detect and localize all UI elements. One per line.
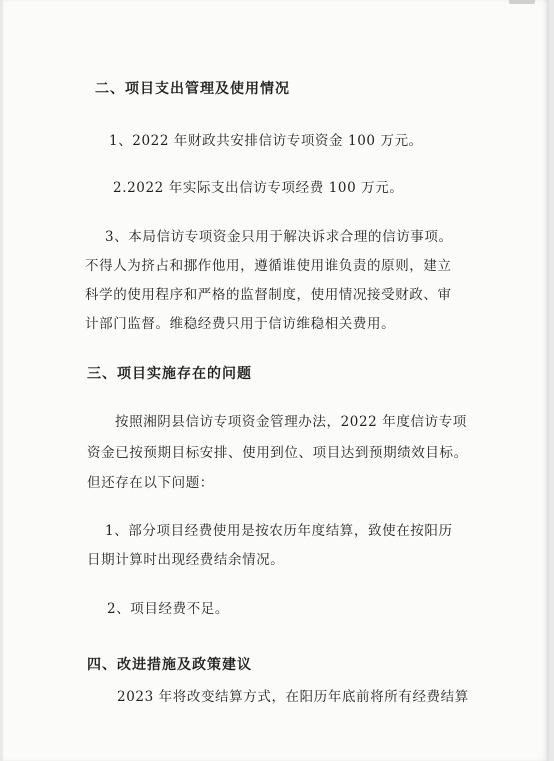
paragraph: 但还存在以下问题： [87, 475, 214, 491]
section-4-heading: 四、改进措施及政策建议 [87, 657, 252, 673]
list-item: 日期计算时出现经费结余情况。 [87, 552, 285, 568]
paragraph: 资金已按预期目标安排、使用到位、项目达到预期绩效目标。 [87, 445, 468, 461]
section-3-heading: 三、项目实施存在的问题 [87, 366, 252, 382]
paragraph: 科学的使用程序和严格的监督制度，使用情况接受财政、审 [85, 287, 452, 303]
section-2-heading: 二、项目支出管理及使用情况 [95, 81, 290, 97]
paragraph: 计部门监督。维稳经费只用于信访维稳相关费用。 [85, 316, 396, 332]
document-page [3, 0, 549, 761]
paragraph: 2.2022 年实际支出信访专项经费 100 万元。 [113, 180, 404, 196]
paragraph: 不得人为挤占和挪作他用，遵循谁使用谁负责的原则，建立 [85, 258, 452, 274]
list-item: 2、项目经费不足。 [107, 601, 229, 617]
list-item: 1、部分项目经费使用是按农历年度结算，致使在按阳历 [105, 523, 453, 539]
scan-mark [509, 0, 535, 4]
paragraph: 3、本局信访专项资金只用于解决诉求合理的信访事项。 [105, 229, 453, 245]
page-edge-shadow [541, 0, 549, 761]
paragraph: 1、2022 年财政共安排信访专项资金 100 万元。 [109, 133, 423, 149]
paragraph: 按照湘阴县信访专项资金管理办法，2022 年度信访专项 [115, 414, 467, 430]
paragraph: 2023 年将改变结算方式，在阳历年底前将所有经费结算 [117, 689, 469, 705]
